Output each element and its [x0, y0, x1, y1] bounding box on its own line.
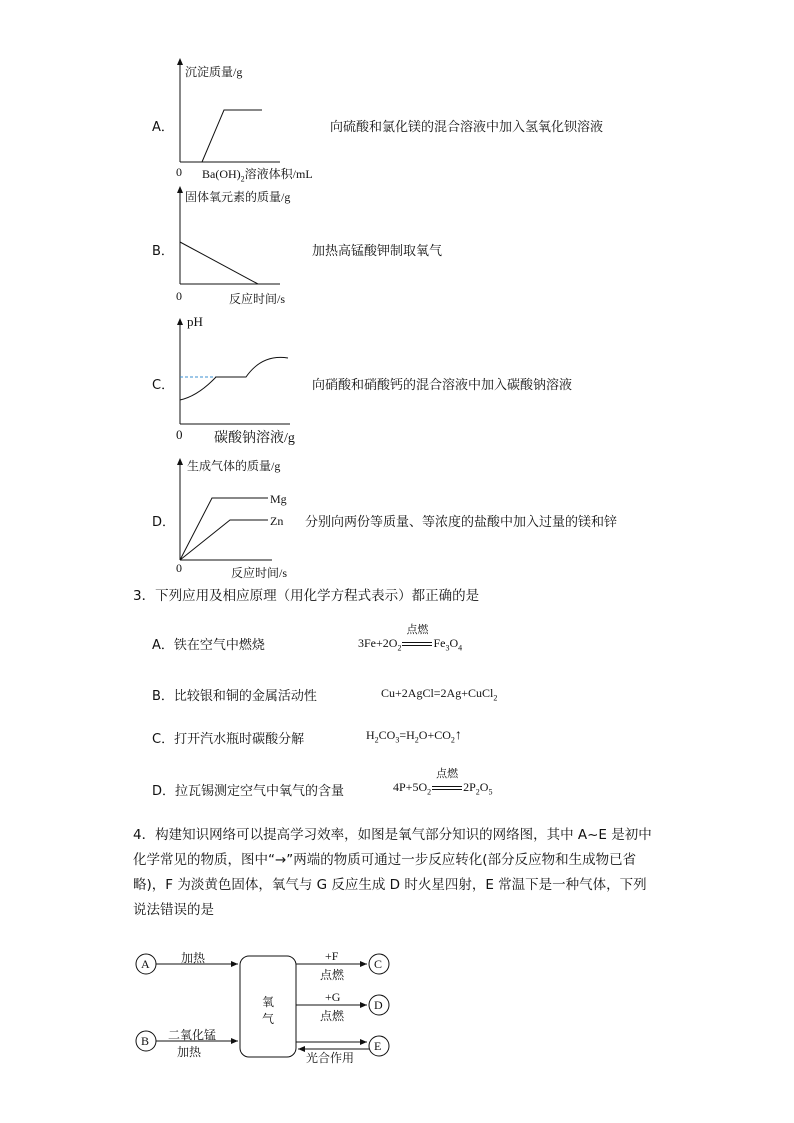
option-b-y-arrow — [177, 186, 183, 193]
node-e-label: E — [374, 1039, 382, 1053]
option-a-ylabel: 沉淀质量/g — [185, 65, 243, 79]
option-a-curve — [202, 110, 262, 162]
option-d-letter: D． — [152, 515, 176, 530]
option-a-description: 向硫酸和氯化镁的混合溶液中加入氢氧化钡溶液 — [330, 120, 604, 135]
option-c-y-arrow — [177, 318, 183, 325]
option-b-xlabel: 反应时间/s — [229, 292, 286, 306]
node-a-label: A — [141, 957, 150, 971]
question-4-line-4: 说法错误的是 — [133, 902, 214, 918]
question-3-stem: 3．下列应用及相应原理（用化学方程式表示）都正确的是 — [133, 588, 480, 604]
option-b-origin: 0 — [176, 289, 182, 303]
option-a-xlabel: $Ba(OH)_2$溶液体积/mL — [202, 167, 313, 184]
option-b-letter: B． — [152, 244, 174, 259]
arrow-d-condition-bottom: 点燃 — [320, 1009, 345, 1023]
arrow-a-condition: 加热 — [181, 951, 206, 965]
option-d-ylabel: 生成气体的质量/g — [187, 459, 281, 473]
option-d-y-arrow — [177, 458, 183, 465]
question-3-equation-d: $4P+5O_2$ 点燃 $2P_2O_5$ — [393, 767, 493, 797]
center-oxygen-char-1: 氧 — [262, 995, 275, 1009]
option-a-origin: 0 — [176, 165, 182, 179]
option-d-mg-label: Mg — [270, 492, 287, 506]
option-c-origin: 0 — [176, 427, 183, 442]
option-c-description: 向硝酸和硝酸钙的混合溶液中加入碳酸钠溶液 — [312, 378, 573, 393]
option-d-zn-label: Zn — [270, 514, 284, 528]
option-d-mg-curve — [180, 498, 268, 560]
question-3-equation-b: Cu+2AgCl=2Ag+CuCl$_2$ — [381, 686, 498, 703]
option-b-curve — [180, 242, 258, 284]
option-d-origin: 0 — [176, 561, 182, 575]
node-b-label: B — [141, 1034, 150, 1048]
node-c-label: C — [374, 957, 383, 971]
question-3-option-b: B．比较银和铜的金属活动性 — [152, 689, 317, 704]
question-3-equation-a: $3Fe+2O_2$ 点燃 $Fe_3O_4$ — [358, 623, 463, 653]
option-d-zn-curve — [180, 520, 268, 560]
option-d-description: 分别向两份等质量、等浓度的盐酸中加入过量的镁和锌 — [305, 515, 618, 530]
question-4-line-3: 略)，F 为淡黄色固体，氧气与 G 反应生成 D 时火星四射，E 常温下是一种气体，下列 — [133, 877, 647, 893]
question-3-option-c: C．打开汽水瓶时碳酸分解 — [152, 732, 305, 747]
option-c-graph — [172, 318, 292, 428]
option-a-graph — [172, 58, 282, 168]
arrow-b-condition-bottom: 加热 — [177, 1045, 202, 1059]
question-3-option-d: D．拉瓦锡测定空气中氧气的含量 — [152, 784, 345, 799]
option-a-y-arrow — [177, 58, 183, 65]
option-a-letter: A． — [152, 120, 174, 135]
question-4-line-2: 化学常见的物质，图中“→”两端的物质可通过一步反应转化(部分反应物和生成物已省 — [133, 852, 637, 868]
option-c-ylabel: pH — [187, 314, 203, 329]
question-3-option-a: A．铁在空气中燃烧 — [152, 638, 265, 653]
arrow-e-condition: 光合作用 — [306, 1051, 355, 1065]
option-b-ylabel: 固体氧元素的质量/g — [185, 190, 291, 204]
arrow-b-condition-top: 二氧化锰 — [168, 1028, 217, 1042]
option-d-graph — [172, 458, 272, 564]
arrow-c-condition-top: +F — [325, 949, 339, 963]
question-3-equation-c: $H_2CO_3=H_2O+CO_2↑$ — [366, 728, 462, 745]
center-oxygen-char-2: 气 — [262, 1012, 275, 1026]
reaction-arrow-a: 点燃 — [401, 636, 433, 651]
node-d-label: D — [374, 998, 383, 1012]
option-b-graph — [172, 186, 282, 290]
question-4-line-1: 4．构建知识网络可以提高学习效率，如图是氧气部分知识的网络图，其中 A~E 是初中 — [133, 827, 652, 843]
option-c-curve — [180, 357, 288, 400]
reaction-arrow-d: 点燃 — [431, 780, 463, 795]
option-d-xlabel: 反应时间/s — [231, 566, 288, 580]
arrow-d-condition-top: +G — [325, 990, 341, 1004]
option-c-xlabel: 碳酸钠溶液/g — [214, 431, 295, 446]
arrow-c-condition-bottom: 点燃 — [320, 968, 345, 982]
option-b-description: 加热高锰酸钾制取氧气 — [312, 244, 443, 259]
option-c-letter: C． — [152, 378, 175, 393]
